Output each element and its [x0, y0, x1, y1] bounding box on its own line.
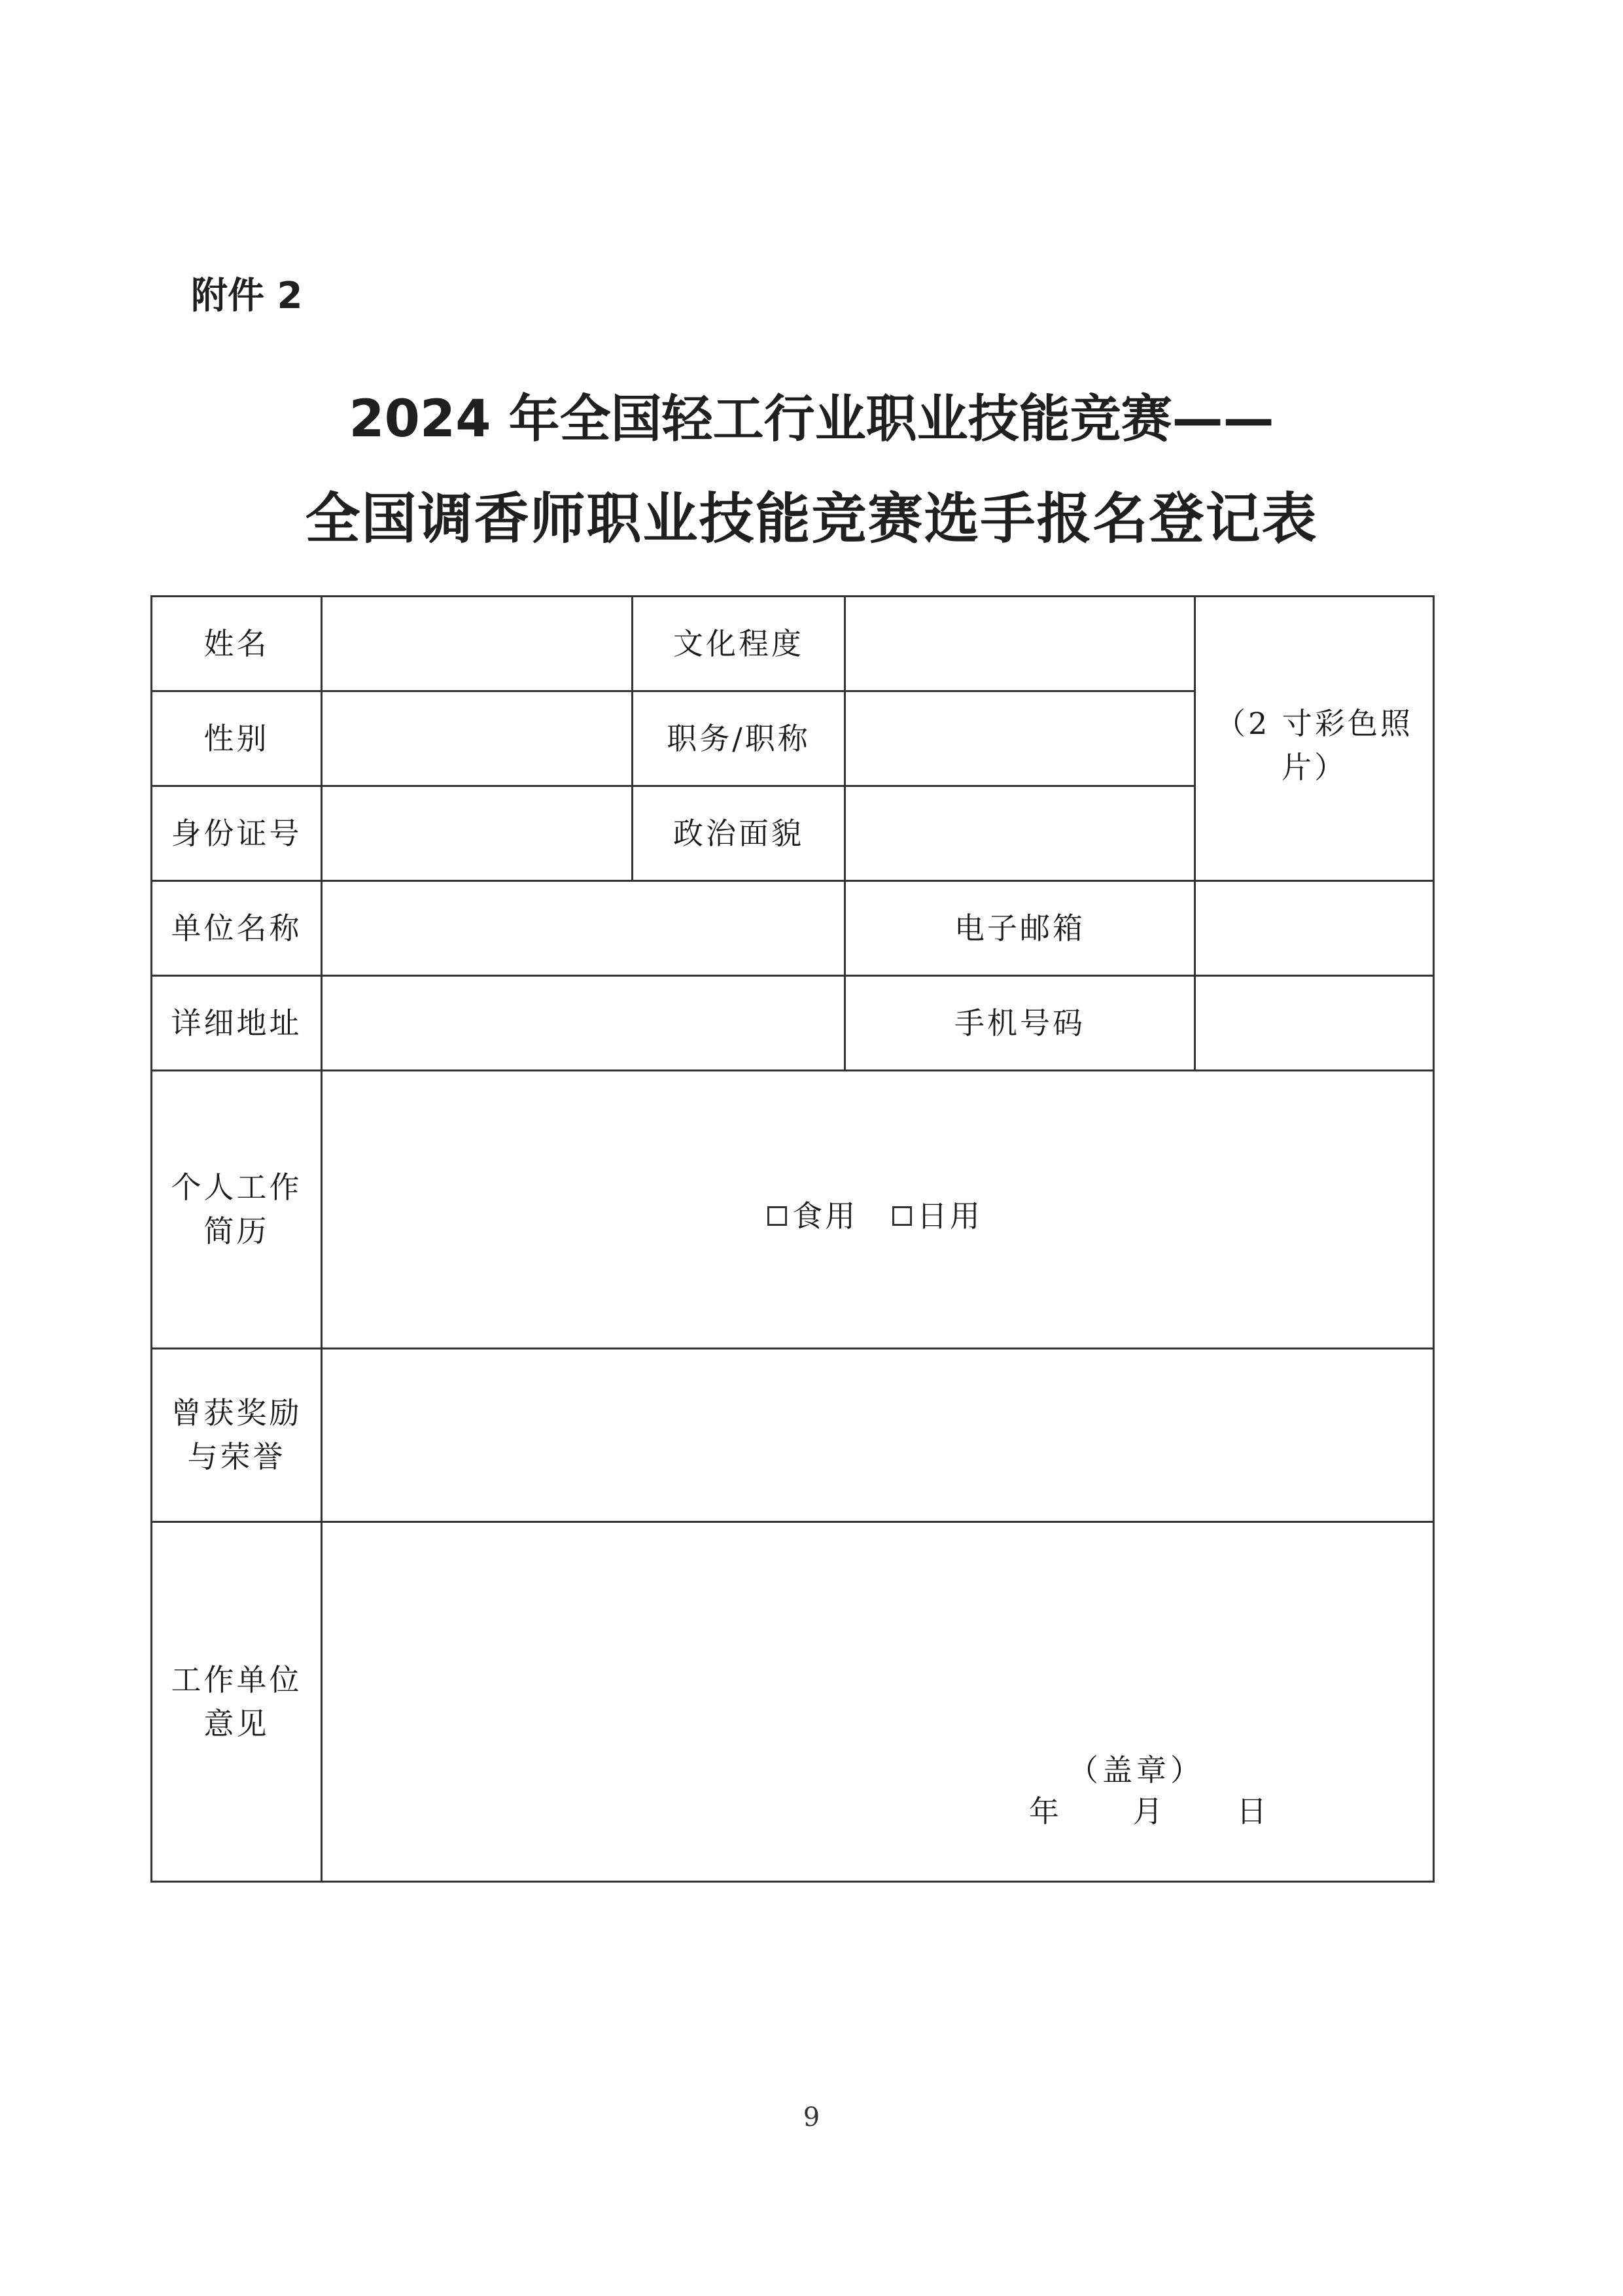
history-field[interactable]: [322, 1071, 1434, 1349]
address-field[interactable]: [322, 976, 845, 1071]
date-month: 月: [1132, 1794, 1163, 1829]
opinion-field[interactable]: [322, 1522, 1434, 1882]
opinion-label: 工作单位意见: [152, 1522, 322, 1882]
awards-label: 曾获奖励与荣誉: [152, 1349, 322, 1522]
phone-field[interactable]: [1195, 976, 1434, 1071]
daily-checkbox[interactable]: [892, 1206, 912, 1226]
phone-label: 手机号码: [845, 976, 1195, 1071]
title-line-1: 2024 年全国轻工行业职业技能竞赛——: [349, 390, 1274, 449]
daily-option-label: 日用: [916, 1198, 983, 1234]
awards-field[interactable]: [322, 1349, 1434, 1522]
category-daily-option[interactable]: [892, 1194, 983, 1238]
food-checkbox[interactable]: [767, 1206, 787, 1226]
address-label: 详细地址: [152, 976, 322, 1071]
seal-text: （盖章）: [1068, 1752, 1204, 1788]
email-label: 电子邮箱: [845, 881, 1195, 976]
photo-label: （2 寸彩色照片）: [1215, 706, 1413, 785]
political-field[interactable]: [845, 786, 1195, 881]
political-label: 政治面貌: [633, 786, 845, 881]
history-label: 个人工作简历: [152, 1071, 322, 1349]
title-label: 职务/职称: [633, 691, 845, 786]
registration-form: [150, 595, 1435, 1883]
page-number: 9: [803, 2102, 820, 2132]
category-food-option[interactable]: [767, 1194, 858, 1238]
date-day: 日: [1236, 1794, 1267, 1829]
attachment-label: 附件 2: [191, 275, 303, 317]
education-field[interactable]: [845, 597, 1195, 691]
org-field[interactable]: [322, 881, 845, 976]
name-label: 姓名: [152, 597, 322, 691]
date-line: [1029, 1790, 1304, 1834]
date-year: 年: [1029, 1794, 1059, 1829]
email-field[interactable]: [1195, 881, 1434, 976]
education-label: 文化程度: [633, 597, 845, 691]
title-line-2: 全国调香师职业技能竞赛选手报名登记表: [305, 487, 1318, 551]
id-label: 身份证号: [152, 786, 322, 881]
food-option-label: 食用: [792, 1198, 858, 1234]
gender-label: 性别: [152, 691, 322, 786]
photo-box[interactable]: [1195, 597, 1434, 881]
title-field[interactable]: [845, 691, 1195, 786]
id-field[interactable]: [322, 786, 633, 881]
gender-field[interactable]: [322, 691, 633, 786]
name-field[interactable]: [322, 597, 633, 691]
org-label: 单位名称: [152, 881, 322, 976]
